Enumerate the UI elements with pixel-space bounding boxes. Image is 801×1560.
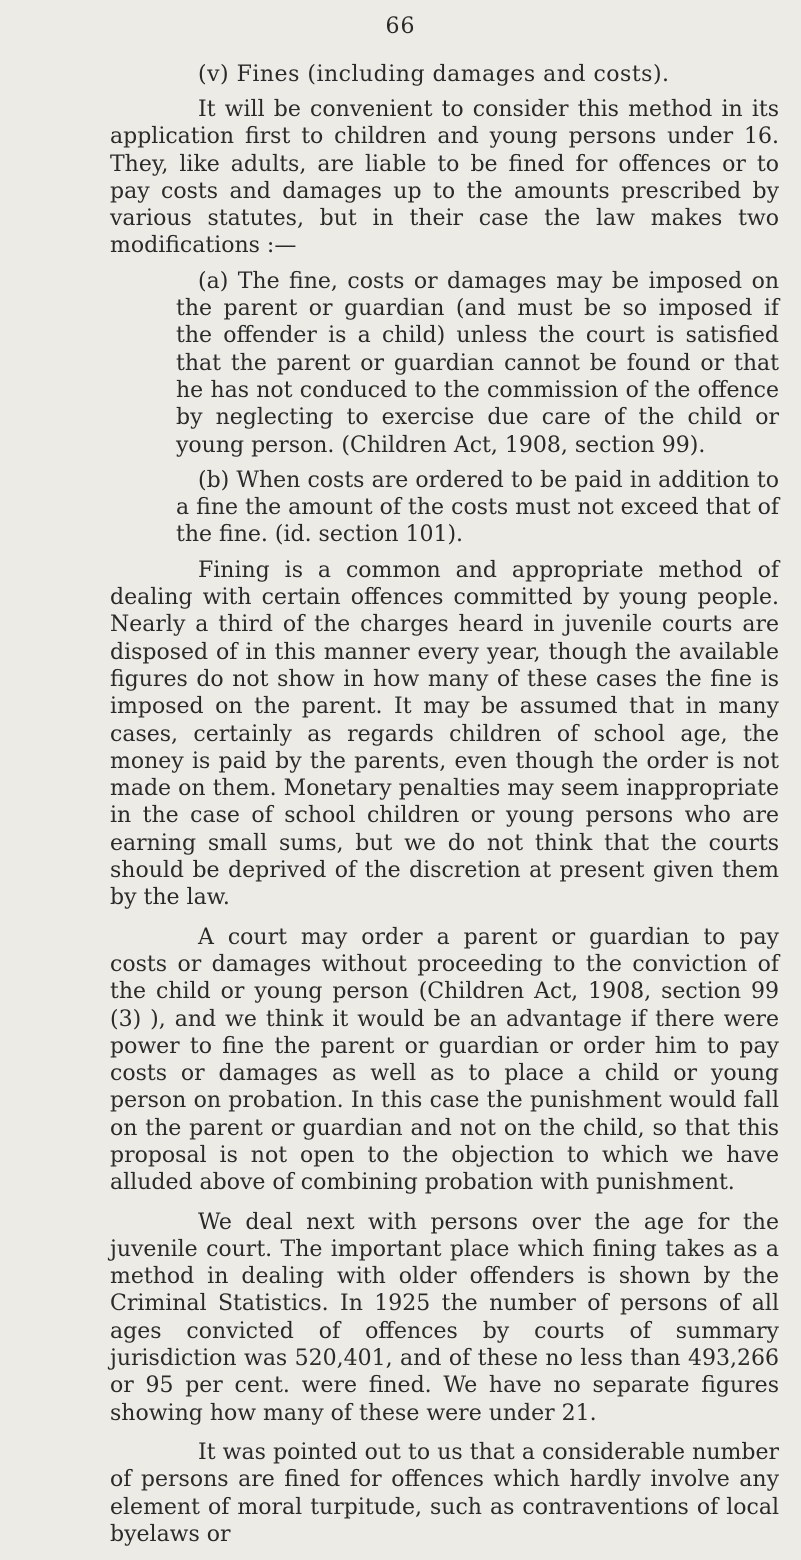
paragraph-intro: It will be convenient to consider this method in its application first to children and young persons under 16. They, like adults, are liable to be fined for offences or to pay costs and damages up to the amounts prescribed by various statutes, but in their case the law makes two modifications :—	[110, 97, 779, 259]
paragraph-pointed-out: It was pointed out to us that a considerable number of persons are fined for offences which hardly involve any element of moral turpitude, such as contraventions of local byelaws or	[110, 1439, 779, 1547]
body-text	[110, 96, 779, 1560]
paragraph-fining: Fining is a common and appropriate method of dealing with certain offences committed by young people. Nearly a third of the charges heard in juvenile courts are disposed of in this manner every year, though the available figures do not show in how many of these cases the fine is imposed on the parent. It may be assumed that in many cases, certainly as regards children of school age, the money is paid by the parents, even though the order is not made on them. Monetary penalties may seem inappropriate in the case of school children or young persons who are earning small sums, but we do not think that the courts should be deprived of the discretion at present given them by the law.	[110, 557, 779, 911]
paragraph-court: A court may order a parent or guardian to pay costs or damages without proceeding to the conviction of the child or young person (Children Act, 1908, section 99 (3) ), and we think it would be an advantage if there were power to fine the parent or guardian or order him to pay costs or damages as well as to place a child or young person on probation. In this case the punishment would fall on the parent or guardian and not on the child, so that this proposal is not open to the objection to which we have alluded above of combining probation with punishment.	[110, 924, 779, 1196]
clause-a: (a) The fine, costs or damages may be imposed on the parent or guardian (and must be so imposed if the offender is a child) unless the court is satisfied that the parent or guardian cannot be found or that he has not conduced to the commission of the offence by neglecting to exercise due care of the child or young person. (Children Act, 1908, section 99).	[176, 268, 779, 458]
paragraph-older-offenders: We deal next with persons over the age for the juvenile court. The important place which fining takes as a method in dealing with older offenders is shown by the Criminal Statistics. In 1925 the number of persons of all ages convicted of offences by courts of summary jurisdiction was 520,401, and of these no less than 493,266 or 95 per cent. were fined. We have no separate figures showing how many of these were under 21.	[110, 1209, 779, 1426]
page-number: 66	[385, 14, 416, 39]
section-heading: (v) Fines (including damages and costs).	[198, 62, 670, 87]
clause-b: (b) When costs are ordered to be paid in addition to a fine the amount of the costs must not exceed that of the fine. (id. section 101).	[176, 467, 779, 548]
